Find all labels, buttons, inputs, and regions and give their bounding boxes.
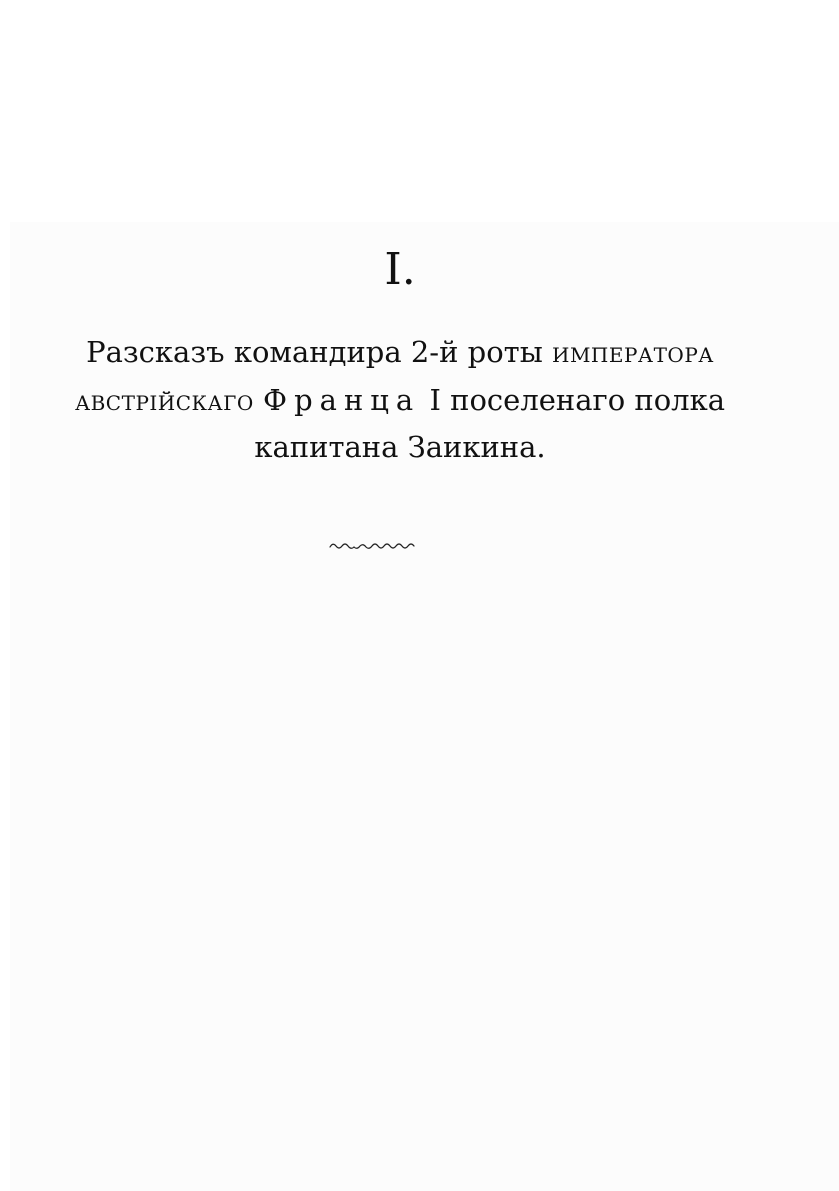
- chapter-heading-line-3: капитана Заикина.: [254, 430, 546, 464]
- heading-text: I поселенаго полка: [429, 383, 726, 417]
- heading-smallcaps-text: императора: [552, 335, 714, 369]
- chapter-number: I.: [384, 244, 416, 295]
- heading-text: Разсказъ командира 2-й роты: [86, 335, 543, 369]
- heading-smallcaps-text: австрійскаго: [74, 383, 254, 417]
- wavy-rule-ornament-icon: [329, 540, 415, 552]
- heading-spaced-text: Франца: [263, 383, 421, 417]
- chapter-heading-line-2: [0, 378, 800, 422]
- chapter-heading-line-1: [0, 330, 800, 374]
